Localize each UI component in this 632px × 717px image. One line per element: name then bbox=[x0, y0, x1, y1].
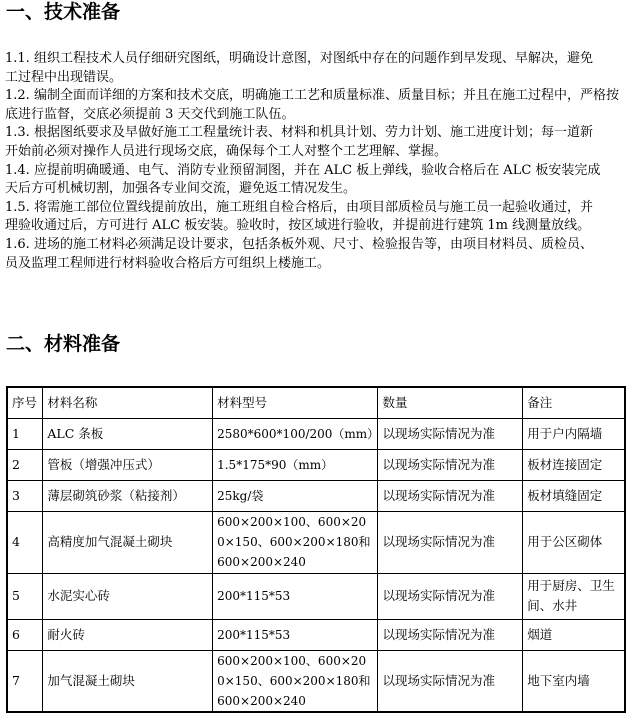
cell-spec: 1.5*175*90（mm） bbox=[213, 449, 378, 480]
cell-qty: 以现场实际情况为准 bbox=[378, 480, 523, 511]
cell-qty: 以现场实际情况为准 bbox=[378, 573, 523, 619]
cell-no: 3 bbox=[7, 480, 43, 511]
cell-note: 板材填缝固定 bbox=[523, 480, 625, 511]
cell-note: 烟道 bbox=[523, 619, 625, 650]
cell-spec: 2580*600*100/200（mm） bbox=[213, 418, 378, 449]
cell-name: 高精度加气混凝土砌块 bbox=[43, 511, 213, 573]
para-line: 1.4. 应提前明确暖通、电气、消防专业预留洞图，并在 ALC 板上弹线，验收合格后在 ALC 板安装完成 bbox=[5, 162, 601, 178]
cell-note: 用于户内隔墙 bbox=[523, 418, 625, 449]
cell-name: 管板（增强冲压式） bbox=[43, 449, 213, 480]
cell-no: 1 bbox=[7, 418, 43, 449]
cell-note: 地下室内墙 bbox=[523, 650, 625, 712]
para-line: 底进行监督，交底必须提前 3 天交代到施工队伍。 bbox=[5, 106, 295, 122]
cell-no: 5 bbox=[7, 573, 43, 619]
cell-spec: 600×200×100、600×200×150、600×200×180和600×200×240 bbox=[213, 511, 378, 573]
cell-name: 水泥实心砖 bbox=[43, 573, 213, 619]
cell-note: 用于公区砌体 bbox=[523, 511, 625, 573]
cell-name: ALC 条板 bbox=[43, 418, 213, 449]
cell-no: 6 bbox=[7, 619, 43, 650]
para-line: 1.5. 将需施工部位位置线提前放出，施工班组自检合格后，由项目部质检员与施工员一起验收通过，并 bbox=[5, 199, 593, 215]
cell-spec: 25kg/袋 bbox=[213, 480, 378, 511]
header-qty: 数量 bbox=[378, 387, 523, 418]
section-title-technical: 一、技术准备 bbox=[6, 1, 121, 23]
cell-note: 用于厨房、卫生间、水井 bbox=[523, 573, 625, 619]
cell-no: 2 bbox=[7, 449, 43, 480]
cell-no: 7 bbox=[7, 650, 43, 712]
cell-name: 薄层砌筑砂浆（粘接剂） bbox=[43, 480, 213, 511]
table-row bbox=[7, 511, 625, 573]
section-title-materials: 二、材料准备 bbox=[6, 333, 121, 355]
para-line: 工过程中出现错误。 bbox=[5, 69, 123, 85]
cell-no: 4 bbox=[7, 511, 43, 573]
header-spec: 材料型号 bbox=[213, 387, 378, 418]
table-row bbox=[7, 619, 625, 650]
para-line: 开始前必须对操作人员进行现场交底，确保每个工人对整个工艺理解、掌握。 bbox=[5, 143, 448, 159]
header-name: 材料名称 bbox=[43, 387, 213, 418]
para-line: 1.2. 编制全面而详细的方案和技术交底，明确施工工艺和质量标准、质量目标；并且在施工过程中，严格按 bbox=[5, 88, 619, 104]
table-row bbox=[7, 573, 625, 619]
para-line: 理验收通过后，方可进行 ALC 板安装。验收时，按区域进行验收，并提前进行建筑 1m 线测量放线。 bbox=[5, 218, 591, 234]
para-line: 1.1. 组织工程技术人员仔细研究图纸，明确设计意图，对图纸中存在的问题作到早发现、早解决，避免 bbox=[5, 51, 593, 66]
cell-note: 板材连接固定 bbox=[523, 449, 625, 480]
cell-qty: 以现场实际情况为准 bbox=[378, 511, 523, 573]
materials-table bbox=[6, 386, 626, 713]
cell-name: 加气混凝土砌块 bbox=[43, 650, 213, 712]
header-note: 备注 bbox=[523, 387, 625, 418]
para-line: 1.3. 根据图纸要求及早做好施工工程量统计表、材料和机具计划、劳力计划、施工进度计划；每一道新 bbox=[5, 125, 593, 141]
cell-spec: 200*115*53 bbox=[213, 573, 378, 619]
cell-qty: 以现场实际情况为准 bbox=[378, 449, 523, 480]
table-row bbox=[7, 449, 625, 480]
table-row bbox=[7, 418, 625, 449]
technical-paragraphs bbox=[5, 50, 632, 273]
para-line: 天后方可机械切割，加强各专业间交流，避免返工情况发生。 bbox=[5, 181, 357, 197]
table-row bbox=[7, 650, 625, 712]
cell-qty: 以现场实际情况为准 bbox=[378, 418, 523, 449]
cell-qty: 以现场实际情况为准 bbox=[378, 619, 523, 650]
para-line: 1.6. 进场的施工材料必须满足设计要求，包括条板外观、尺寸、检验报告等，由项目材料员、质检员、 bbox=[5, 236, 593, 252]
para-line: 员及监理工程师进行材料验收合格后方可组织上楼施工。 bbox=[5, 255, 331, 271]
cell-name: 耐火砖 bbox=[43, 619, 213, 650]
table-row bbox=[7, 480, 625, 511]
table-header-row bbox=[7, 387, 625, 418]
header-no: 序号 bbox=[7, 387, 43, 418]
cell-spec: 200*115*53 bbox=[213, 619, 378, 650]
cell-spec: 600×200×100、600×200×150、600×200×180和600×200×240 bbox=[213, 650, 378, 712]
cell-qty: 以现场实际情况为准 bbox=[378, 650, 523, 712]
